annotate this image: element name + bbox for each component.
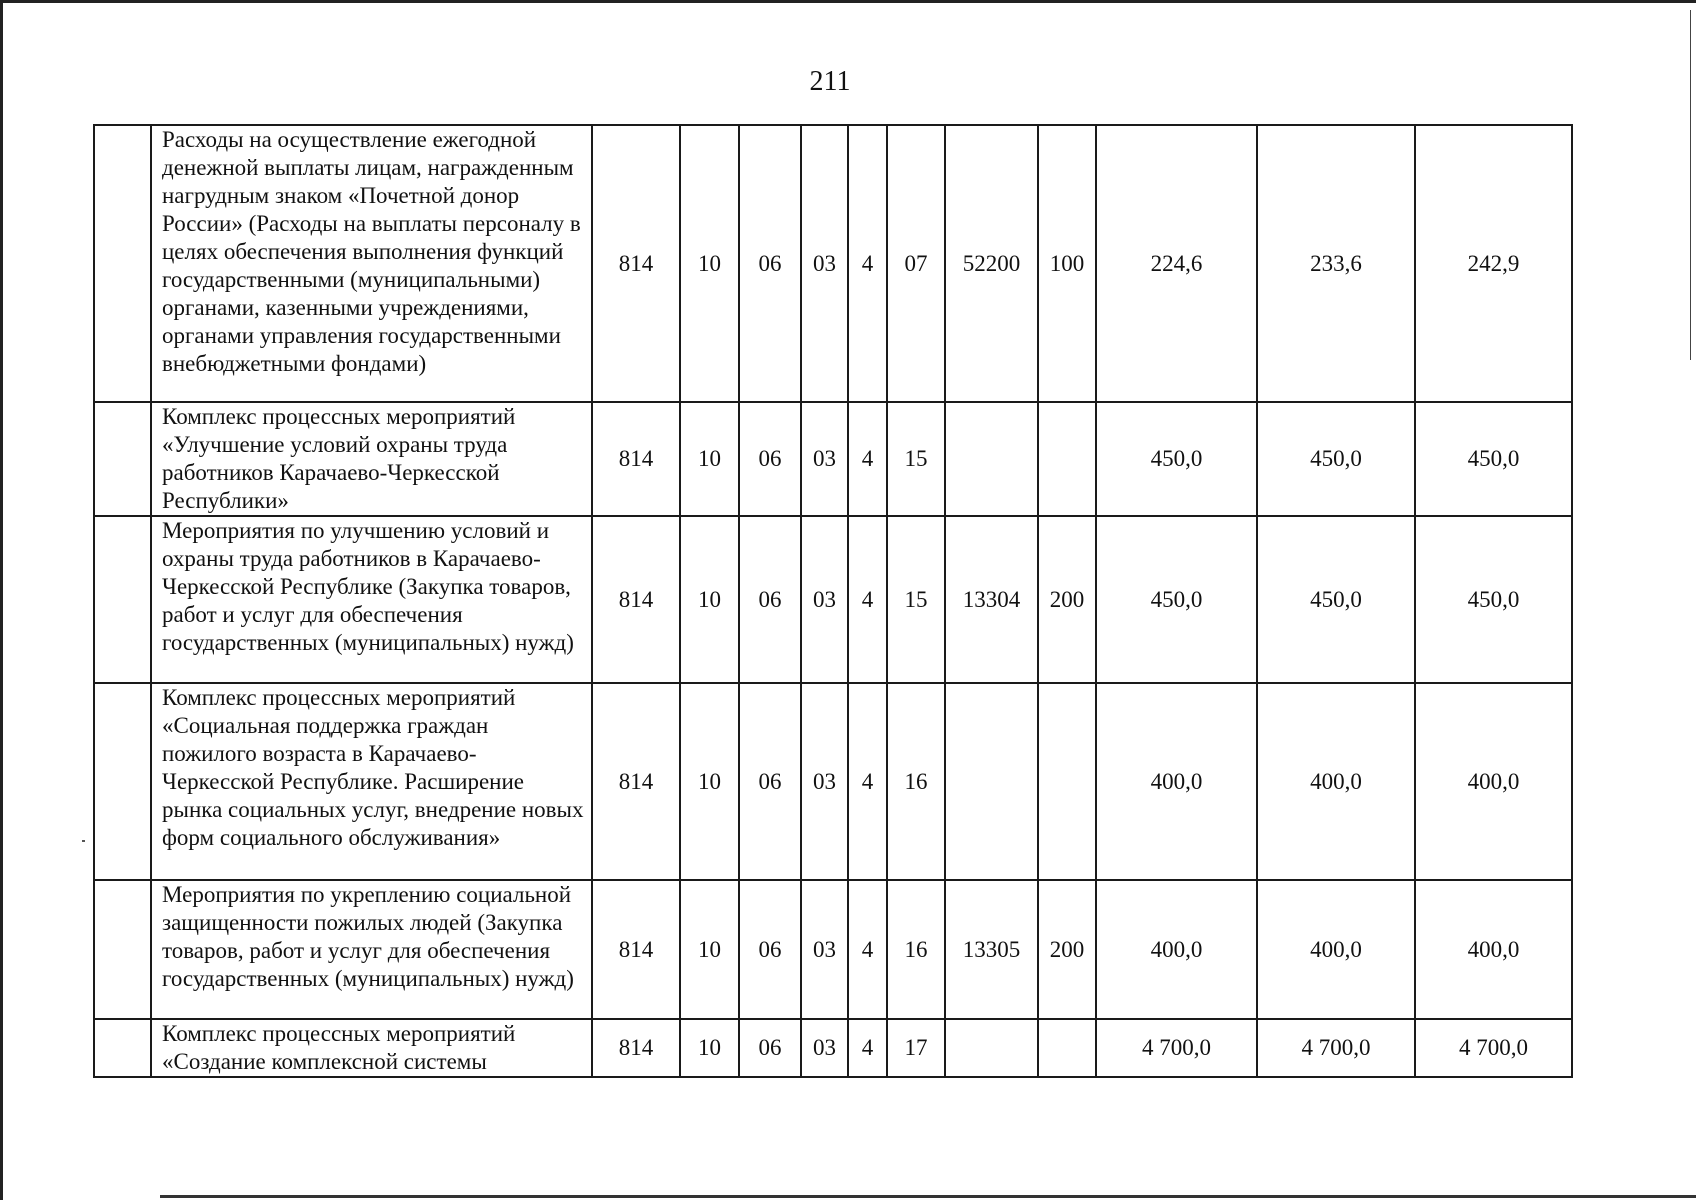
scan-line: [1690, 10, 1691, 360]
ministry-code-cell: 814: [592, 516, 680, 683]
amount-year-3-cell: 242,9: [1415, 125, 1572, 402]
expense-type-cell: 200: [1038, 516, 1096, 683]
expense-type-cell: 200: [1038, 880, 1096, 1019]
row-index-cell: [94, 125, 151, 402]
page-border-top: [0, 0, 1696, 3]
type-code-cell: 4: [848, 880, 887, 1019]
type-code-cell: 4: [848, 125, 887, 402]
expense-type-cell: [1038, 402, 1096, 516]
amount-year-3-cell: 400,0: [1415, 880, 1572, 1019]
section-code-cell: 10: [680, 683, 739, 880]
direction-code-cell: [945, 683, 1038, 880]
amount-year-1-cell: 450,0: [1096, 516, 1257, 683]
amount-year-3-cell: 450,0: [1415, 516, 1572, 683]
expense-type-cell: 100: [1038, 125, 1096, 402]
expense-type-cell: [1038, 683, 1096, 880]
expense-type-cell: [1038, 1019, 1096, 1077]
row-index-cell: [94, 880, 151, 1019]
subsection-code-cell: 06: [739, 125, 801, 402]
section-code-cell: 10: [680, 402, 739, 516]
scan-artifact: ⁞: [92, 440, 96, 455]
amount-year-2-cell: 400,0: [1257, 880, 1415, 1019]
amount-year-1-cell: 400,0: [1096, 880, 1257, 1019]
direction-code-cell: [945, 402, 1038, 516]
ministry-code-cell: 814: [592, 125, 680, 402]
amount-year-2-cell: 450,0: [1257, 516, 1415, 683]
amount-year-1-cell: 450,0: [1096, 402, 1257, 516]
program-code-cell: 03: [801, 683, 848, 880]
table-row: [94, 125, 1572, 402]
amount-year-2-cell: 400,0: [1257, 683, 1415, 880]
section-code-cell: 10: [680, 516, 739, 683]
page-number: 211: [809, 66, 851, 97]
table-row: [94, 1019, 1572, 1077]
amount-year-1-cell: 400,0: [1096, 683, 1257, 880]
subprogram-code-cell: 17: [887, 1019, 945, 1077]
ministry-code-cell: 814: [592, 683, 680, 880]
section-code-cell: 10: [680, 880, 739, 1019]
program-code-cell: 03: [801, 125, 848, 402]
subprogram-code-cell: 15: [887, 516, 945, 683]
description-cell: Расходы на осуществление ежегодной денежной выплаты лицам, награжденным нагрудным знаком «Почетной донор России» (Расходы на выплаты персоналу в целях обеспечения выполнения функций государственными (муниципальными) органами, казенными учреждениями, органами управления государственными внебюджетными фондами): [151, 125, 592, 402]
program-code-cell: 03: [801, 880, 848, 1019]
type-code-cell: 4: [848, 1019, 887, 1077]
row-index-cell: [94, 1019, 151, 1077]
amount-year-3-cell: 400,0: [1415, 683, 1572, 880]
section-code-cell: 10: [680, 1019, 739, 1077]
amount-year-3-cell: 450,0: [1415, 402, 1572, 516]
amount-year-2-cell: 4 700,0: [1257, 1019, 1415, 1077]
budget-table: [93, 124, 1573, 1078]
ministry-code-cell: 814: [592, 402, 680, 516]
table-row: [94, 402, 1572, 516]
direction-code-cell: 13304: [945, 516, 1038, 683]
description-cell: Комплекс процессных мероприятий «Улучшение условий охраны труда работников Карачаево-Черкесской Республики»: [151, 402, 592, 516]
amount-year-1-cell: 224,6: [1096, 125, 1257, 402]
page-border-left: [0, 0, 3, 1200]
table-row: [94, 516, 1572, 683]
program-code-cell: 03: [801, 516, 848, 683]
ministry-code-cell: 814: [592, 1019, 680, 1077]
subsection-code-cell: 06: [739, 516, 801, 683]
program-code-cell: 03: [801, 1019, 848, 1077]
type-code-cell: 4: [848, 402, 887, 516]
amount-year-2-cell: 450,0: [1257, 402, 1415, 516]
direction-code-cell: 13305: [945, 880, 1038, 1019]
description-cell: Мероприятия по улучшению условий и охраны труда работников в Карачаево-Черкесской Республике (Закупка товаров, работ и услуг для обеспечения государственных (муниципальных) нужд): [151, 516, 592, 683]
table-row: [94, 683, 1572, 880]
type-code-cell: 4: [848, 683, 887, 880]
section-code-cell: 10: [680, 125, 739, 402]
description-cell: Комплекс процессных мероприятий «Создание комплексной системы: [151, 1019, 592, 1077]
program-code-cell: 03: [801, 402, 848, 516]
ministry-code-cell: 814: [592, 880, 680, 1019]
subsection-code-cell: 06: [739, 880, 801, 1019]
subsection-code-cell: 06: [739, 1019, 801, 1077]
subprogram-code-cell: 16: [887, 880, 945, 1019]
page-border-bottom: [160, 1195, 1696, 1198]
description-cell: Комплекс процессных мероприятий «Социальная поддержка граждан пожилого возраста в Карачаево-Черкесской Республике. Расширение рынка социальных услуг, внедрение новых форм социального обслуживания»: [151, 683, 592, 880]
amount-year-3-cell: 4 700,0: [1415, 1019, 1572, 1077]
row-index-cell: [94, 683, 151, 880]
description-cell: Мероприятия по укреплению социальной защищенности пожилых людей (Закупка товаров, работ и услуг для обеспечения государственных (муниципальных) нужд): [151, 880, 592, 1019]
direction-code-cell: 52200: [945, 125, 1038, 402]
table-row: [94, 880, 1572, 1019]
subsection-code-cell: 06: [739, 683, 801, 880]
subprogram-code-cell: 15: [887, 402, 945, 516]
amount-year-2-cell: 233,6: [1257, 125, 1415, 402]
subprogram-code-cell: 16: [887, 683, 945, 880]
row-index-cell: [94, 402, 151, 516]
row-index-cell: [94, 516, 151, 683]
direction-code-cell: [945, 1019, 1038, 1077]
subprogram-code-cell: 07: [887, 125, 945, 402]
scan-dot: [82, 840, 85, 842]
type-code-cell: 4: [848, 516, 887, 683]
subsection-code-cell: 06: [739, 402, 801, 516]
amount-year-1-cell: 4 700,0: [1096, 1019, 1257, 1077]
